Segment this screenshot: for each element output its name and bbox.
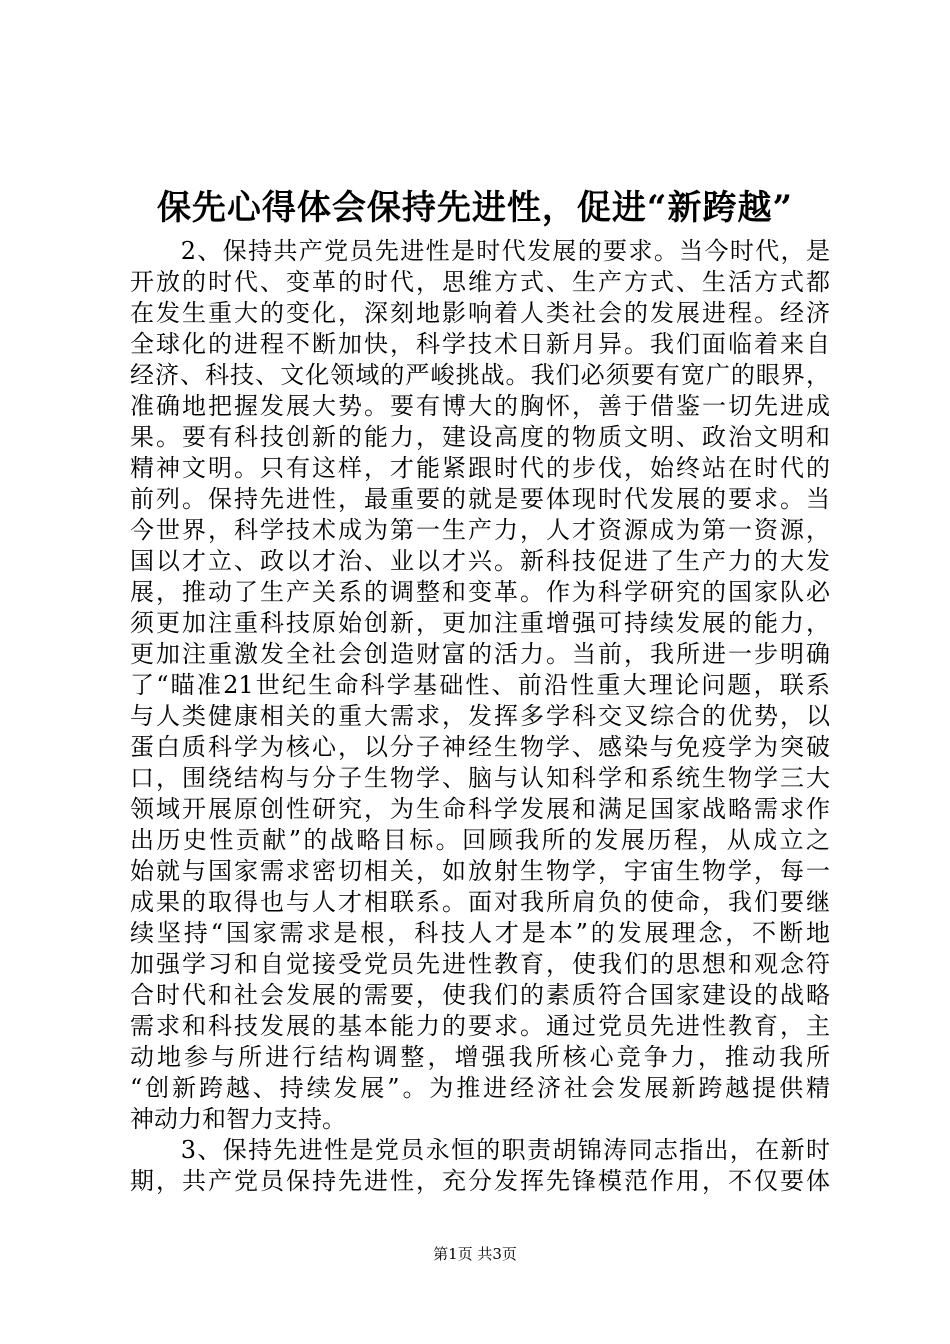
text-line: 须更加注重科技原始创新，更加注重增强可持续发展的能力， xyxy=(130,609,830,637)
page-title: 保先心得体会保持先进性，促进“新跨越” xyxy=(156,188,794,228)
text-line: 准确地把握发展大势。要有博大的胸怀，善于借鉴一切先进成 xyxy=(130,392,830,420)
text-line: 更加注重激发全社会创造财富的活力。当前，我所进一步明确 xyxy=(130,640,830,668)
paragraph-1 xyxy=(130,236,830,1135)
text-line: 经济、科技、文化领域的严峻挑战。我们必须要有宽广的眼界， xyxy=(130,361,830,389)
text-line: 合时代和社会发展的需要，使我们的素质符合国家建设的战略 xyxy=(130,981,830,1009)
text-line: 动地参与所进行结构调整，增强我所核心竞争力，推动我所 xyxy=(130,1043,830,1071)
text-line: 成果的取得也与人才相联系。面对我所肩负的使命，我们要继 xyxy=(130,888,830,916)
text-line: 在发生重大的变化，深刻地影响着人类社会的发展进程。经济 xyxy=(130,299,830,327)
text-line: 与人类健康相关的重大需求，发挥多学科交叉综合的优势，以 xyxy=(130,702,830,730)
text-line: 3、保持先进性是党员永恒的职责胡锦涛同志指出，在新时 xyxy=(130,1136,830,1164)
text-line: 了“瞄准21世纪生命科学基础性、前沿性重大理论问题，联系 xyxy=(130,671,830,699)
text-line: 前列。保持先进性，最重要的就是要体现时代发展的要求。当 xyxy=(130,485,830,513)
body-text xyxy=(130,236,830,1197)
text-line: 加强学习和自觉接受党员先进性教育，使我们的思想和观念符 xyxy=(130,950,830,978)
text-line: 国以才立、政以才治、业以才兴。新科技促进了生产力的大发 xyxy=(130,547,830,575)
text-line: 续坚持“国家需求是根，科技人才是本”的发展理念，不断地 xyxy=(130,919,830,947)
text-line: 精神文明。只有这样，才能紧跟时代的步伐，始终站在时代的 xyxy=(130,454,830,482)
text-line: 2、保持共产党员先进性是时代发展的要求。当今时代，是 xyxy=(130,237,830,265)
text-line: 开放的时代、变革的时代，思维方式、生产方式、生活方式都 xyxy=(130,268,830,296)
paragraph-2 xyxy=(130,1135,830,1197)
text-line: “创新跨越、持续发展”。为推进经济社会发展新跨越提供精 xyxy=(130,1074,830,1102)
text-line: 展，推动了生产关系的调整和变革。作为科学研究的国家队必 xyxy=(130,578,830,606)
text-line: 口，围绕结构与分子生物学、脑与认知科学和系统生物学三大 xyxy=(130,764,830,792)
text-line: 始就与国家需求密切相关，如放射生物学，宇宙生物学，每一 xyxy=(130,857,830,885)
page-footer: 第1页 共3页 xyxy=(433,1245,517,1263)
text-line: 神动力和智力支持。 xyxy=(130,1105,346,1133)
text-line: 期，共产党员保持先进性，充分发挥先锋模范作用，不仅要体 xyxy=(130,1167,830,1195)
text-line: 需求和科技发展的基本能力的要求。通过党员先进性教育，主 xyxy=(130,1012,830,1040)
text-line: 领域开展原创性研究，为生命科学发展和满足国家战略需求作 xyxy=(130,795,830,823)
text-line: 全球化的进程不断加快，科学技术日新月异。我们面临着来自 xyxy=(130,330,830,358)
text-line: 出历史性贡献”的战略目标。回顾我所的发展历程，从成立之 xyxy=(130,826,830,854)
text-line: 果。要有科技创新的能力，建设高度的物质文明、政治文明和 xyxy=(130,423,830,451)
text-line: 蛋白质科学为核心，以分子神经生物学、感染与免疫学为突破 xyxy=(130,733,830,761)
text-line: 今世界，科学技术成为第一生产力，人才资源成为第一资源， xyxy=(130,516,830,544)
